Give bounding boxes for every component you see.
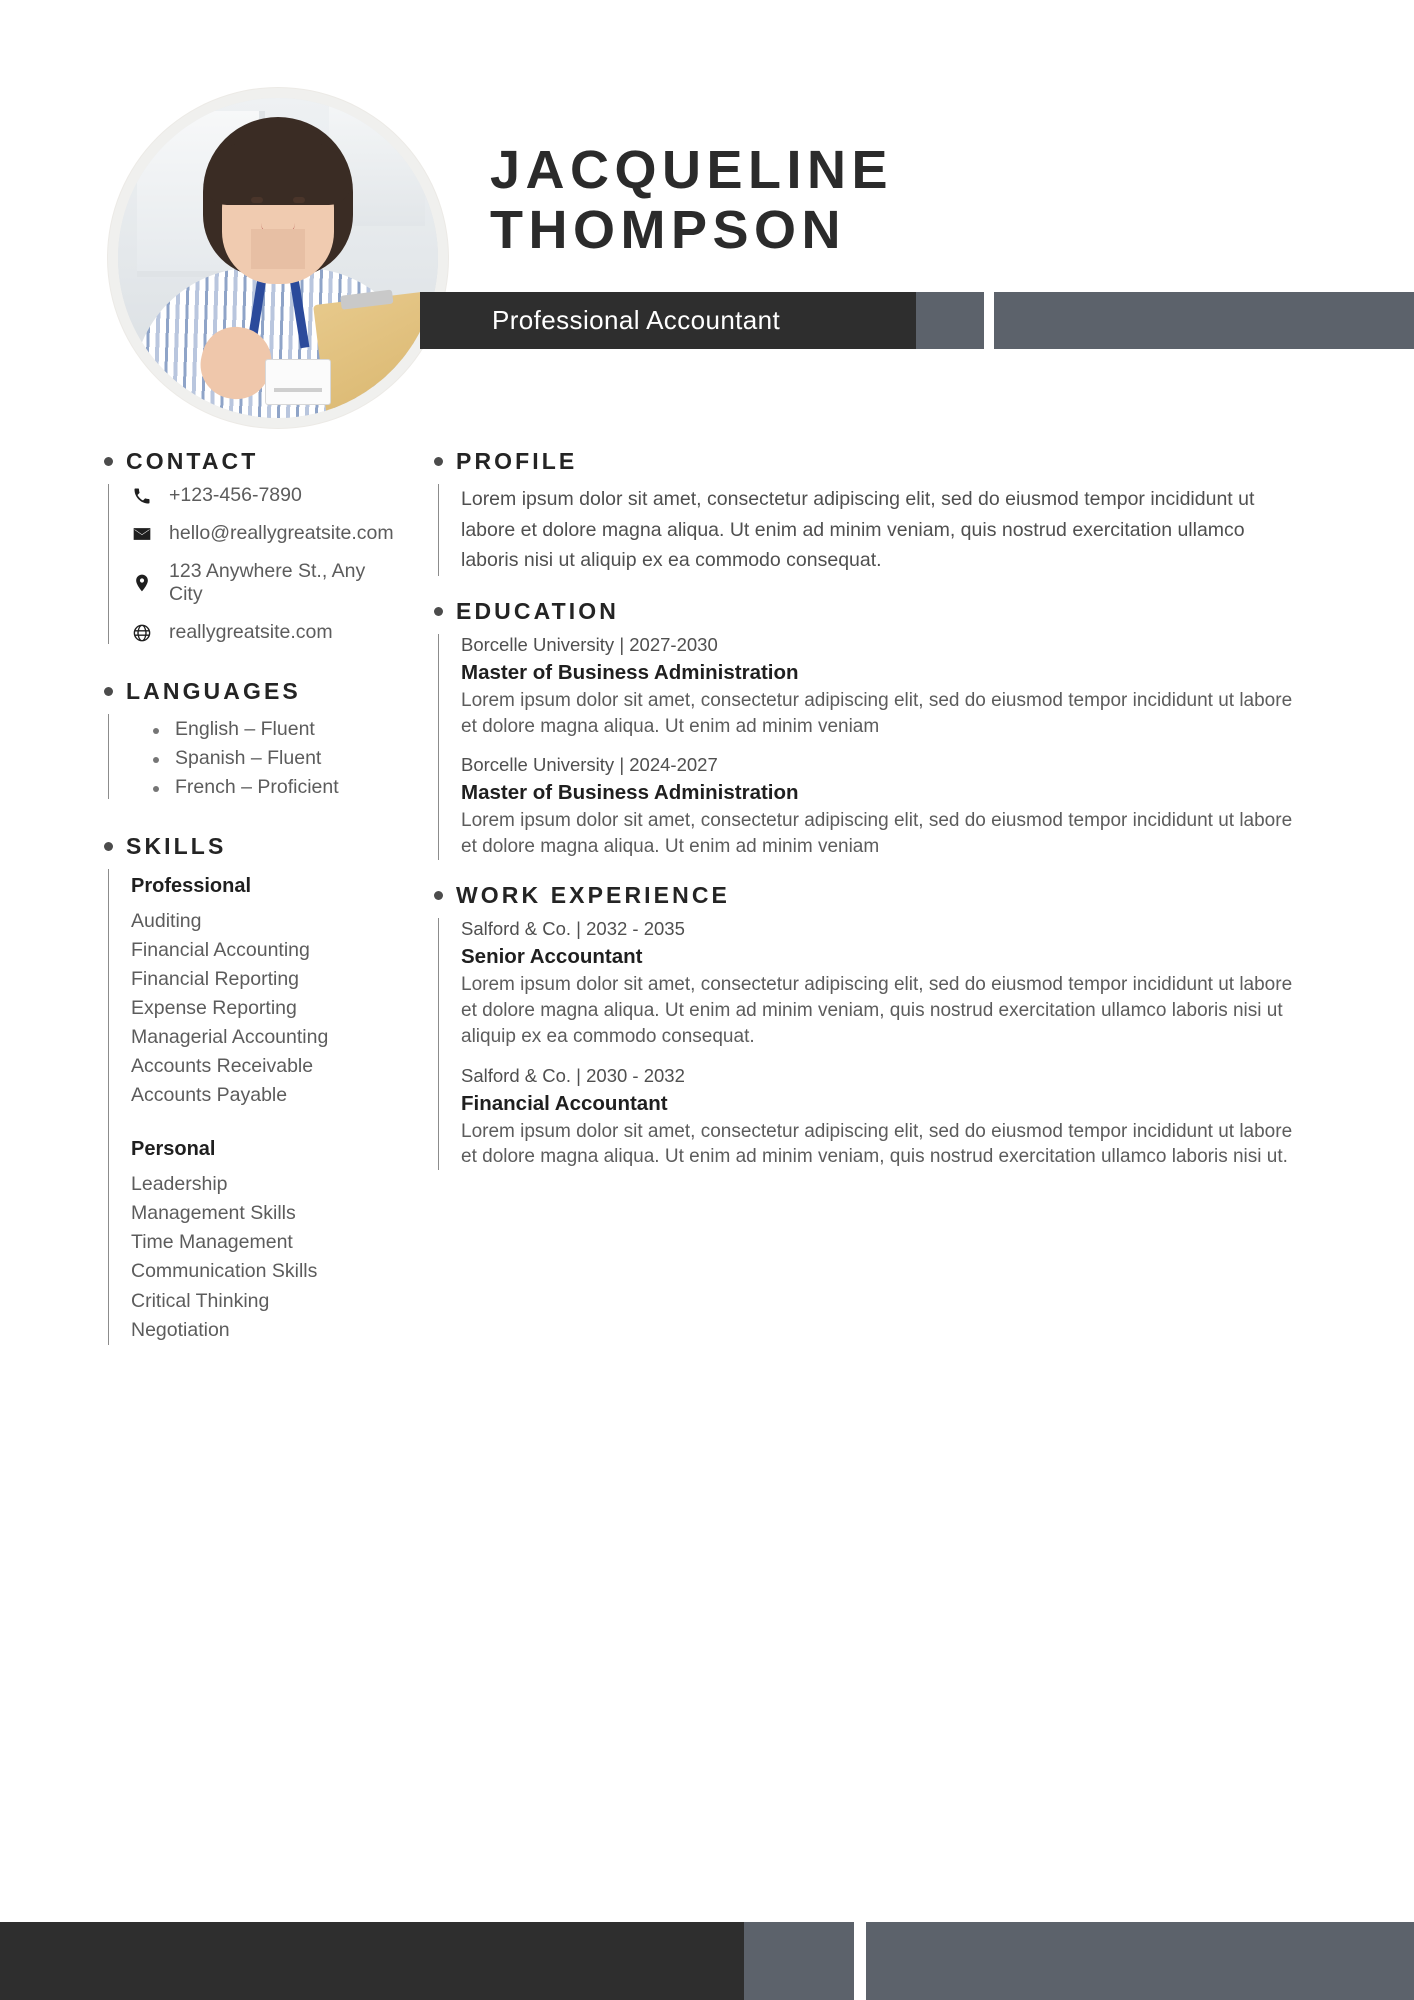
skills-group-label: Professional <box>131 875 252 897</box>
first-name: JACQUELINE <box>490 140 894 200</box>
profile-body <box>438 484 1304 576</box>
location-icon <box>131 572 153 594</box>
footer-gap <box>854 1922 866 2000</box>
email-icon <box>131 523 153 545</box>
entry-description: Lorem ipsum dolor sit amet, consectetur adipiscing elit, sed do eiusmod tempor incididunt ut labore et dolore magna aliqua. Ut enim ad minim veniam, quis nostrud exercitation ullamco laboris nisi ut. <box>461 1120 1293 1168</box>
entry-meta: Borcelle University | 2024-2027 <box>461 754 718 776</box>
entry-meta: Salford & Co. | 2030 - 2032 <box>461 1064 685 1086</box>
bullet-dot-icon <box>434 457 443 466</box>
section-skills <box>104 833 372 1345</box>
list-item: Critical Thinking <box>131 1289 270 1312</box>
job-title-band <box>420 292 916 349</box>
list-item: Leadership <box>131 1173 228 1196</box>
list-item: Communication Skills <box>131 1260 318 1283</box>
list-item: Expense Reporting <box>131 997 297 1020</box>
entry-description: Lorem ipsum dolor sit amet, consectetur adipiscing elit, sed do eiusmod tempor incididunt ut labore et dolore magna aliqua. Ut enim ad minim veniam <box>461 689 1293 737</box>
education-heading <box>434 598 1304 625</box>
header-accent-bar-1 <box>916 292 984 349</box>
footer-grey-segment-2 <box>866 1922 1414 2000</box>
education-entry <box>461 634 1304 740</box>
bullet-dot-icon <box>434 607 443 616</box>
contact-address-value: 123 Anywhere St., Any City <box>169 560 366 605</box>
entry-description: Lorem ipsum dolor sit amet, consectetur adipiscing elit, sed do eiusmod tempor incididunt ut labore et dolore magna aliqua. Ut enim ad minim veniam, quis nostrud exercitation ullamco laboris nisi ut aliquip ex ea commodo consequat. <box>461 974 1293 1047</box>
education-entry <box>461 754 1304 860</box>
contact-item-address[interactable] <box>109 560 372 606</box>
profile-heading <box>434 448 1304 475</box>
list-item: Financial Reporting <box>131 968 300 991</box>
bullet-dot-icon <box>104 842 113 851</box>
section-education <box>434 598 1304 860</box>
header-accent-bar-2 <box>994 292 1414 349</box>
education-body <box>438 634 1304 860</box>
footer-bar <box>0 1922 1414 2000</box>
languages-title: LANGUAGES <box>126 678 301 704</box>
contact-list <box>108 484 394 644</box>
skills-title: SKILLS <box>126 833 227 859</box>
entry-meta: Borcelle University | 2027-2030 <box>461 633 718 655</box>
list-item: Accounts Payable <box>131 1084 288 1107</box>
resume-header <box>0 0 1414 440</box>
languages-list <box>108 714 372 799</box>
header-accent-gap <box>984 292 994 349</box>
skills-group-label: Personal <box>131 1138 216 1161</box>
section-contact <box>104 448 394 644</box>
skills-list <box>108 869 372 1345</box>
footer-dark-segment <box>0 1922 744 2000</box>
contact-item-phone[interactable] <box>109 484 372 507</box>
work-experience-heading <box>434 882 1304 909</box>
bullet-dot-icon <box>434 891 443 900</box>
list-item: Time Management <box>131 1231 293 1254</box>
footer-grey-segment-1 <box>744 1922 854 2000</box>
work-entry <box>461 918 1304 1049</box>
list-item: Negotiation <box>131 1318 230 1341</box>
work-entry <box>461 1065 1304 1171</box>
portrait-photo <box>118 98 438 418</box>
profile-text: Lorem ipsum dolor sit amet, consectetur adipiscing elit, sed do eiusmod tempor incididunt ut labore et dolore magna aliqua. Ut enim ad minim veniam, quis nostrud exercitation ullamco laboris nisi ut aliquip ex ea commodo consequat. <box>461 488 1255 572</box>
bullet-dot-icon <box>104 457 113 466</box>
education-title: EDUCATION <box>456 597 619 624</box>
contact-item-website[interactable] <box>109 621 372 644</box>
list-item: Auditing <box>131 910 202 932</box>
entry-meta: Salford & Co. | 2032 - 2035 <box>461 918 685 940</box>
avatar <box>108 88 448 428</box>
work-experience-title: WORK EXPERIENCE <box>456 882 730 909</box>
contact-title: CONTACT <box>126 448 259 474</box>
section-languages <box>104 678 372 799</box>
entry-role: Financial Accountant <box>461 1091 668 1115</box>
entry-role: Senior Accountant <box>461 945 643 969</box>
bullet-dot-icon <box>104 687 113 696</box>
section-profile <box>434 448 1304 576</box>
list-item: Managerial Accounting <box>131 1026 329 1049</box>
work-experience-body <box>438 918 1304 1170</box>
profile-title: PROFILE <box>456 448 578 474</box>
contact-item-email[interactable] <box>109 522 394 545</box>
list-item: Management Skills <box>131 1202 296 1225</box>
list-item: English – Fluent <box>153 718 372 741</box>
phone-icon <box>131 485 153 507</box>
job-title: Professional Accountant <box>492 305 781 335</box>
entry-role: Master of Business Administration <box>461 660 799 684</box>
entry-role: Master of Business Administration <box>461 781 799 805</box>
languages-heading <box>104 678 372 705</box>
left-column <box>0 448 394 1379</box>
contact-website-value: reallygreatsite.com <box>169 621 333 643</box>
contact-email-value: hello@reallygreatsite.com <box>169 522 394 544</box>
resume-body <box>0 448 1414 1379</box>
list-item: Accounts Receivable <box>131 1055 314 1078</box>
list-item: Spanish – Fluent <box>153 747 372 770</box>
contact-phone-value: +123-456-7890 <box>169 484 302 506</box>
last-name: THOMPSON <box>490 200 847 261</box>
entry-description: Lorem ipsum dolor sit amet, consectetur adipiscing elit, sed do eiusmod tempor incididunt ut labore et dolore magna aliqua. Ut enim ad minim veniam <box>461 810 1293 858</box>
contact-heading <box>104 448 372 475</box>
list-item: French – Proficient <box>153 776 372 799</box>
globe-icon <box>131 622 153 644</box>
page-title <box>490 140 1390 261</box>
section-work-experience <box>434 882 1304 1170</box>
list-item: Financial Accounting <box>131 939 310 962</box>
right-column <box>372 448 1414 1379</box>
skills-heading <box>104 833 372 860</box>
